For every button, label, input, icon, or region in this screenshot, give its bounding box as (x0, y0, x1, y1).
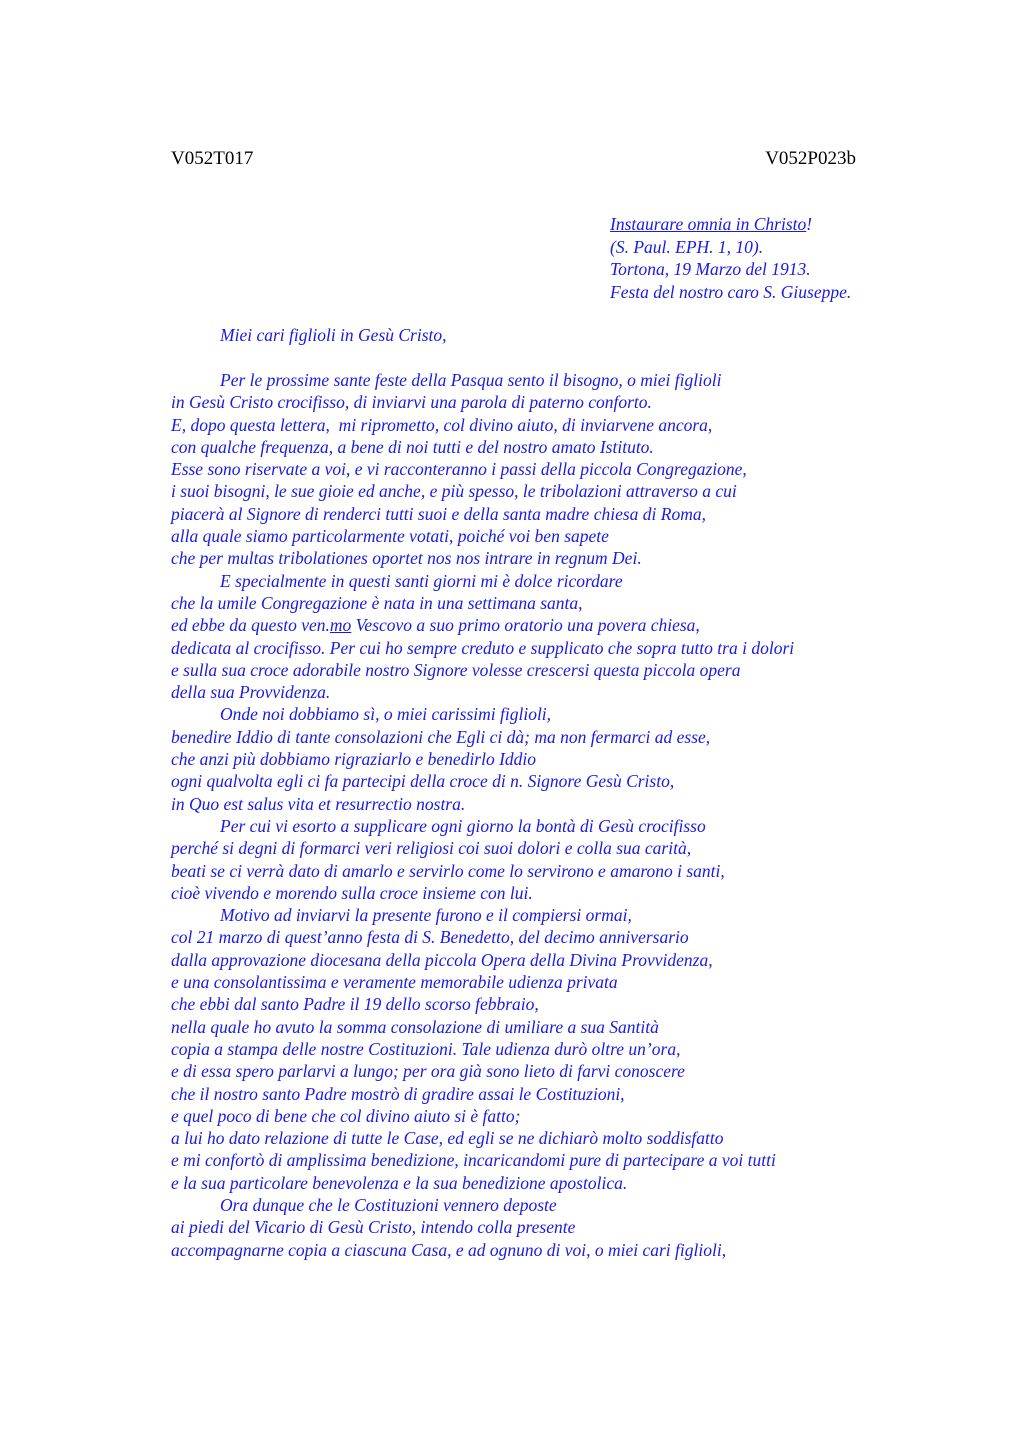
body-line: che per multas tribolationes oportet nos nos intrare in regnum Dei. (171, 548, 642, 569)
salutation: Miei cari figlioli in Gesù Cristo, (220, 325, 447, 345)
body-line: a lui ho dato relazione di tutte le Case, ed egli se ne dichiarò molto soddisfatto (171, 1128, 724, 1149)
document-code-right: V052P023b (765, 148, 856, 169)
body-line: in Quo est salus vita et resurrectio nostra. (171, 793, 466, 814)
epigraph (610, 213, 851, 303)
body-line: cioè vivendo e morendo sulla croce insieme con lui. (171, 882, 533, 903)
body-line: i suoi bisogni, le sue gioie ed anche, e più spesso, le tribolazioni attraverso a cui (171, 481, 737, 502)
body-line: piacerà al Signore di renderci tutti suoi e della santa madre chiesa di Roma, (171, 503, 706, 524)
body-line: Motivo ad inviarvi la presente furono e il compiersi ormai, (220, 905, 632, 926)
body-line: che anzi più dobbiamo rigraziarlo e benedirlo Iddio (171, 749, 537, 770)
body-line: col 21 marzo di quest’anno festa di S. Benedetto, del decimo anniversario (171, 927, 689, 948)
body-text: Vescovo a suo primo oratorio una povera chiesa, (351, 615, 700, 636)
body-line: dalla approvazione diocesana della piccola Opera della Divina Provvidenza, (171, 949, 713, 970)
body-line: dedicata al crocifisso. Per cui ho sempre creduto e supplicato che sopra tutto tra i dolori (171, 637, 795, 658)
body-text: ed ebbe da questo ven. (171, 615, 330, 636)
body-line: Onde noi dobbiamo sì, o miei carissimi figlioli, (220, 704, 552, 725)
abbreviation-superscript: mo (329, 615, 352, 636)
body-line (171, 614, 794, 636)
body-line: e sulla sua croce adorabile nostro Signore volesse crescersi questa piccola opera (171, 659, 741, 680)
document-code-left: V052T017 (171, 148, 254, 169)
epigraph-motto-punct: ! (806, 214, 813, 234)
body-line: accompagnarne copia a ciascuna Casa, e ad ognuno di voi, o miei cari figlioli, (171, 1239, 727, 1260)
body-line: e quel poco di bene che col divino aiuto si è fatto; (171, 1105, 521, 1126)
body-line: E, dopo questa lettera, mi riprometto, col divino aiuto, di inviarvene ancora, (171, 414, 713, 435)
body-line: Per cui vi esorto a supplicare ogni giorno la bontà di Gesù crocifisso (220, 815, 706, 836)
body-line: ogni qualvolta egli ci fa partecipi della croce di n. Signore Gesù Cristo, (171, 771, 675, 792)
body-line: E specialmente in questi santi giorni mi è dolce ricordare (220, 570, 623, 591)
body-line: della sua Provvidenza. (171, 682, 331, 703)
body-line: che la umile Congregazione è nata in una settimana santa, (171, 592, 583, 613)
body-line: benedire Iddio di tante consolazioni che Egli ci dà; ma non fermarci ad esse, (171, 726, 711, 747)
epigraph-motto: Instaurare omnia in Christo (610, 214, 807, 234)
body-line: copia a stampa delle nostre Costituzioni. Tale udienza durò oltre un’ora, (171, 1038, 681, 1059)
body-line: che ebbi dal santo Padre il 19 dello scorso febbraio, (171, 994, 539, 1015)
body-line: nella quale ho avuto la somma consolazione di umiliare a sua Santità (171, 1016, 659, 1037)
body-line: alla quale siamo particolarmente votati, poiché voi ben sapete (171, 526, 609, 547)
body-line: in Gesù Cristo crocifisso, di inviarvi una parola di paterno conforto. (171, 392, 652, 413)
body-line: Ora dunque che le Costituzioni vennero deposte (220, 1194, 557, 1215)
body-line: beati se ci verrà dato di amarlo e servirlo come lo servirono e amarono i santi, (171, 860, 725, 881)
body-line: ai piedi del Vicario di Gesù Cristo, intendo colla presente (171, 1217, 576, 1238)
body-line: e di essa spero parlarvi a lungo; per ora già sono lieto di farvi conoscere (171, 1061, 685, 1082)
epigraph-citation: (S. Paul. EPH. 1, 10). (610, 236, 764, 257)
body-line: Esse sono riservate a voi, e vi racconteranno i passi della piccola Congregazione, (171, 459, 747, 480)
body-line: Per le prossime sante feste della Pasqua sento il bisogno, o miei figlioli (220, 370, 722, 390)
body-line: e mi confortò di amplissima benedizione, incaricandomi pure di partecipare a voi tutti (171, 1150, 776, 1171)
body-line: e una consolantissima e veramente memorabile udienza privata (171, 972, 618, 993)
body-line: perché si degni di formarci veri religiosi coi suoi dolori e colla sua carità, (171, 838, 692, 859)
feast-line: Festa del nostro caro S. Giuseppe. (610, 281, 852, 302)
body-line: che il nostro santo Padre mostrò di gradire assai le Costituzioni, (171, 1083, 625, 1104)
place-date: Tortona, 19 Marzo del 1913. (610, 259, 811, 279)
body-line: e la sua particolare benevolenza e la sua benedizione apostolica. (171, 1172, 628, 1193)
letter-body (171, 369, 794, 1261)
body-line: con qualche frequenza, a bene di noi tutti e del nostro amato Istituto. (171, 436, 654, 457)
epigraph-motto-line (610, 213, 851, 236)
